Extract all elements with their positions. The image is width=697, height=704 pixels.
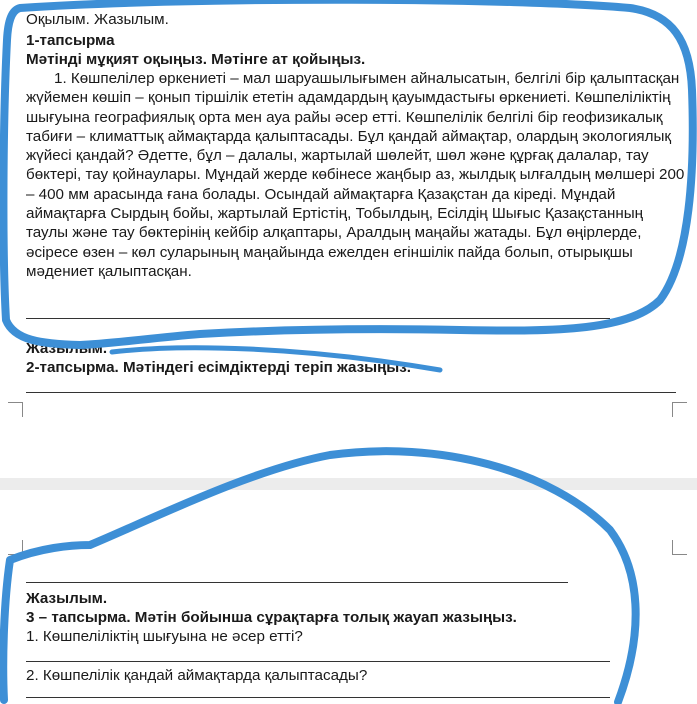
task1-label: 1-тапсырма <box>26 32 115 49</box>
task2-instruction: 2-тапсырма. Мәтіндегі есімдіктерді теріп жазыңыз. <box>26 359 412 376</box>
section-heading: Оқылым. Жазылым. <box>26 11 169 28</box>
writing-label: Жазылым. <box>26 340 108 357</box>
task1-instruction: Мәтінді мұқият оқыңыз. Мәтінге ат қойыңыз. <box>26 51 366 68</box>
crop-mark <box>8 540 23 555</box>
reading-text-paragraph: 1. Көшпелілер өркениеті – мал шаруашылығымен айналысатын, белгілі бір қалыптасқан жүйемен көшіп – қонып тіршілік ететін адамдардың қауымдастығы өркениеті. Көшпеліліктің шығуына географиялық орта мен ауа райы әсер етті. Көшпелілік белгілі бір геофизикалық табиғи – климаттық аймақтарда қалыптасады. Бұл қандай аймақтар, олардың экологиялық жүйесі қандай? Әдетте, бұл – далалы, жартылай шөлейт, шөл және құрғақ далалар, тау бөктері, тау қойнаулары. Мұндай жерде көбінесе жаңбыр аз, жылдық ылғалдың мөлшері 200 – 400 мм арасында ғана болады. Осындай аймақтарға Қазақстан да кіреді. Мұндай аймақтарға Сырдың бойы, жартылай Ертістің, Тобылдың, Есілдің Шығыс Қазақстанның таулы және тау бөктерінің кейбір алқаптары, Аралдың маңайы жатады. Бұл өңірлерде, әсіресе өзен – көл суларының маңайында ежелден егіншілік пайда болып, отырықшы мәдениет қалыптасқан. <box>26 70 685 280</box>
task3-instruction: 3 – тапсырма. Мәтін бойынша сұрақтарға толық жауап жазыңыз. <box>26 609 517 626</box>
writing-label: Жазылым. <box>26 590 108 607</box>
crop-mark <box>672 540 687 555</box>
answer-line <box>26 697 610 698</box>
question-1: 1. Көшпеліліктің шығуына не әсер етті? <box>26 628 303 645</box>
question-2: 2. Көшпелілік қандай аймақтарда қалыптасады? <box>26 667 368 684</box>
crop-mark <box>8 402 23 417</box>
page-separator <box>0 478 697 490</box>
answer-line <box>26 392 676 393</box>
crop-mark <box>672 402 687 417</box>
answer-line <box>26 661 610 662</box>
answer-line <box>26 582 568 583</box>
document-page-2 <box>0 490 697 704</box>
answer-line <box>26 318 610 319</box>
